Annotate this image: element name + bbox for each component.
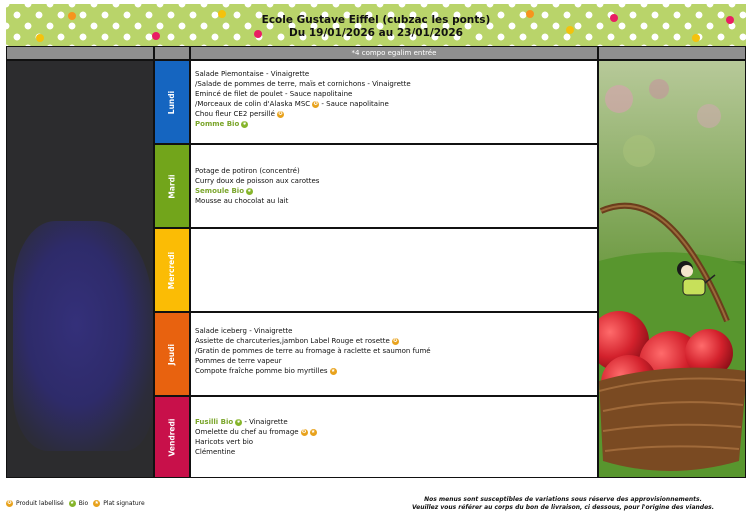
menu-item-text: Compote fraîche pomme bio myrtilles: [195, 367, 328, 375]
menu-item: [195, 176, 593, 186]
label-badge-icon: ✪: [278, 111, 283, 117]
label-badge-icon: ✪: [313, 101, 318, 107]
menu-cell-jeudi: [190, 312, 598, 396]
bio-leaf-icon: ❦: [247, 188, 252, 194]
menu-item: [195, 366, 593, 376]
menu-item-text: Semoule Bio: [195, 187, 245, 195]
menu-item: [195, 166, 593, 176]
date-range: Du 19/01/2026 au 23/01/2026: [289, 27, 463, 39]
menu-item-text: Mousse au chocolat au lait: [195, 197, 289, 205]
menu-cell-lundi: [190, 60, 598, 144]
footnote: [412, 496, 714, 512]
bio-leaf-icon: ❦: [236, 419, 241, 425]
day-name: Mardi: [167, 173, 177, 199]
menu-cell-mercredi: [190, 228, 598, 312]
menu-item-text: Pommes de terre vapeur: [195, 357, 282, 365]
menu-item-text: Chou fleur CE2 persillé: [195, 110, 275, 118]
menu-item-text: Clémentine: [195, 448, 236, 456]
menu-item-text: /Salade de pommes de terre, maïs et cornichons - Vinaigrette: [195, 80, 411, 88]
day-label-mercredi: [154, 228, 190, 312]
day-label-mardi: [154, 144, 190, 228]
day-name: Jeudi: [167, 343, 177, 365]
menu-item: [195, 417, 593, 427]
menu-item: [195, 69, 593, 79]
menu-item-text: Assiette de charcuteries,jambon Label Rouge et rosette: [195, 337, 390, 345]
bar-right: [598, 46, 746, 60]
footnote-line-1: Nos menus sont susceptibles de variations sous réserve des approvisionnements.: [424, 496, 702, 503]
menu-item: [195, 336, 593, 346]
menu-item: [195, 356, 593, 366]
egalim-note: *4 compo egalim entrée: [351, 49, 437, 57]
signature-badge-icon: ★: [330, 368, 336, 374]
bio-leaf-icon: ❦: [242, 121, 247, 127]
menu-item-suffix: - Vinaigrette: [242, 418, 288, 426]
menu-item: [195, 196, 593, 206]
menu-item: [195, 79, 593, 89]
menu-cell-vendredi: [190, 396, 598, 478]
menu-item: [195, 427, 593, 437]
menu-item: [195, 326, 593, 336]
menu-item-text: Salade iceberg - Vinaigrette: [195, 327, 293, 335]
label-badge-icon: ✪: [7, 500, 12, 506]
menu-item: [195, 99, 593, 109]
menu-item: [195, 89, 593, 99]
day-label-vendredi: [154, 396, 190, 478]
day-name: Vendredi: [167, 418, 177, 456]
menu-item: [195, 437, 593, 447]
menu-item-text: /Morceaux de colin d'Alaska MSC: [195, 100, 311, 108]
menu-item-text: /Gratin de pommes de terre au fromage à raclette et saumon fumé: [195, 347, 431, 355]
day-label-lundi: [154, 60, 190, 144]
menu-header: [6, 4, 746, 46]
menu-item: [195, 346, 593, 356]
day-name: Mercredi: [167, 251, 177, 289]
signature-badge-icon: ★: [310, 429, 316, 435]
menu-item: [195, 109, 593, 119]
dark-photo-area: [13, 221, 153, 451]
legend: [6, 500, 145, 507]
label-badge-icon: ✪: [301, 429, 307, 435]
menu-item: [195, 186, 593, 196]
menu-item-text: Emincé de filet de poulet - Sauce napolitaine: [195, 90, 353, 98]
signature-badge-icon: ★: [94, 500, 99, 506]
left-image-panel: [6, 60, 154, 478]
apple-basket-illustration: [599, 61, 746, 478]
bar-note-cell: [190, 46, 598, 60]
day-label-jeudi: [154, 312, 190, 396]
school-title: Ecole Gustave Eiffel (cubzac les ponts): [261, 14, 491, 26]
footnote-line-2: Veuillez vous référer au corps du bon de livraison, ci dessous, pour l'origine des viandes.: [411, 504, 714, 511]
menu-item: [195, 119, 593, 129]
menu-item-text: Potage de potiron (concentré): [195, 167, 300, 175]
menu-item-text: Haricots vert bio: [195, 438, 254, 446]
menu-item-text: Omelette du chef au fromage: [195, 428, 299, 436]
label-badge-icon: ✪: [393, 338, 398, 344]
bar-day-column: [154, 46, 190, 60]
menu-item-suffix: - Sauce napolitaine: [319, 100, 389, 108]
bar-left: [6, 46, 154, 60]
menu-item-text: Fusilli Bio: [195, 418, 234, 426]
legend-bio: Bio: [78, 500, 89, 507]
menu-item: [195, 447, 593, 457]
apple-basket-photo: [598, 60, 746, 478]
menu-item-text: Pomme Bio: [195, 120, 240, 128]
legend-signature: Plat signature: [103, 500, 145, 507]
menu-item-text: Curry doux de poisson aux carottes: [195, 177, 320, 185]
day-name: Lundi: [167, 90, 177, 114]
bio-leaf-icon: ❦: [70, 500, 75, 506]
menu-cell-mardi: [190, 144, 598, 228]
menu-item-text: Salade Piemontaise - Vinaigrette: [195, 70, 310, 78]
legend-label: Produit labellisé: [16, 500, 64, 507]
